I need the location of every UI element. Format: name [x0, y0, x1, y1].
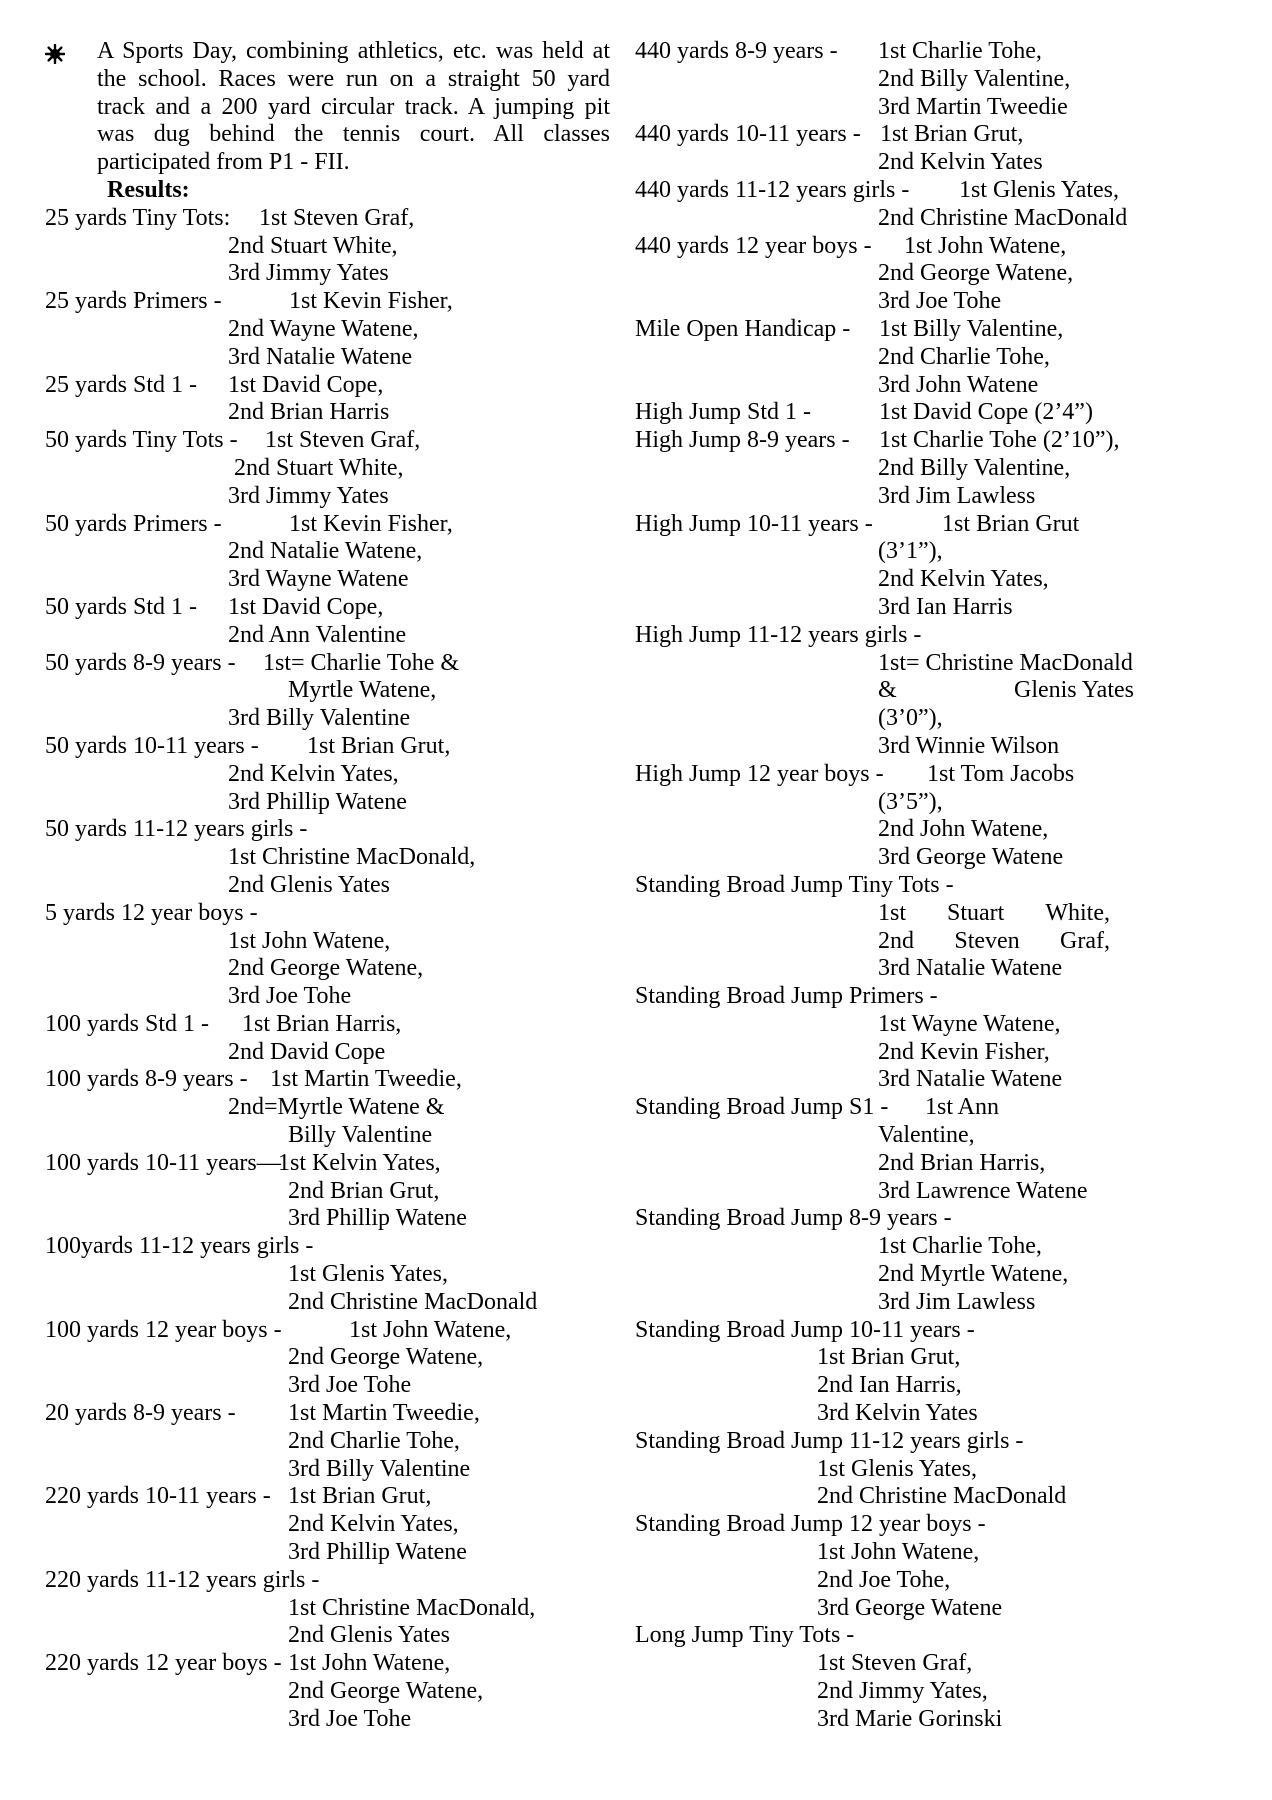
result-line: 3rd Natalie Watene	[228, 343, 413, 370]
result-line: 1st Brian Grut,	[817, 1344, 961, 1371]
event-label: 440 yards 10-11 years -	[635, 121, 861, 148]
event-label: High Jump 8-9 years -	[635, 427, 850, 454]
place-result: 1st Brian Grut,	[288, 1483, 432, 1510]
place-result: 1st Brian Grut	[942, 510, 1080, 537]
event-label: 25 yards Std 1 -	[45, 371, 197, 398]
word: &	[878, 677, 897, 704]
results-heading: Results:	[107, 176, 190, 203]
event-label: 220 yards 10-11 years -	[45, 1483, 271, 1510]
word: 2nd	[878, 927, 914, 954]
place-result: 1st John Watene,	[349, 1316, 512, 1343]
result-line: 2nd Billy Valentine,	[878, 454, 1071, 481]
event-label: 100 yards 12 year boys -	[45, 1316, 282, 1343]
result-line: 2nd Brian Harris,	[878, 1149, 1046, 1176]
result-line: 2nd Kelvin Yates,	[288, 1511, 459, 1538]
result-line-event	[635, 511, 1195, 539]
result-line-event	[635, 121, 1195, 149]
result-line-event	[45, 427, 610, 455]
event-label: 50 yards Std 1 -	[45, 593, 197, 620]
result-line: 2nd Christine MacDonald	[878, 204, 1128, 231]
result-line-event	[635, 177, 1195, 205]
result-line: 3rd Winnie Wilson	[878, 732, 1060, 759]
place-result: 1st Kelvin Yates,	[278, 1149, 441, 1176]
place-result: 1st Tom Jacobs	[927, 760, 1075, 787]
result-line: 2nd Brian Grut,	[288, 1177, 440, 1204]
result-line-event	[635, 761, 1195, 789]
result-line-event	[45, 650, 610, 678]
place-result: 1st David Cope (2’4”)	[879, 399, 1093, 426]
place-result: 1st David Cope,	[228, 371, 384, 398]
event-label: 50 yards Primers -	[45, 510, 222, 537]
word: Graf,	[1060, 927, 1110, 954]
result-line: 1st Wayne Watene,	[878, 1010, 1061, 1037]
event-line: Standing Broad Jump 8-9 years -	[635, 1205, 952, 1232]
result-line: 2nd Christine MacDonald	[288, 1288, 538, 1315]
place-result: 1st John Watene,	[288, 1650, 451, 1677]
result-line: 2nd Charlie Tohe,	[878, 343, 1050, 370]
result-line: 2nd=Myrtle Watene &	[228, 1094, 445, 1121]
result-line: 2nd Kelvin Yates,	[878, 566, 1049, 593]
event-label: 220 yards 12 year boys -	[45, 1650, 282, 1677]
result-line: 3rd Phillip Watene	[288, 1539, 467, 1566]
event-label: 25 yards Primers -	[45, 288, 222, 315]
result-line-event	[45, 372, 610, 400]
result-line: 2nd Brian Harris	[228, 399, 390, 426]
event-line: Standing Broad Jump 11-12 years girls -	[635, 1427, 1024, 1454]
result-line: 2nd Billy Valentine,	[878, 65, 1071, 92]
result-line: 3rd Natalie Watene	[878, 955, 1063, 982]
intro-paragraph	[45, 38, 610, 177]
place-result: 1st Glenis Yates,	[959, 176, 1120, 203]
event-label: 440 yards 11-12 years girls -	[635, 176, 910, 203]
result-line-justified	[635, 928, 1195, 956]
justified-text	[878, 900, 1110, 928]
result-line: 1st John Watene,	[817, 1539, 980, 1566]
event-line: Standing Broad Jump 12 year boys -	[635, 1511, 986, 1538]
place-result: 1st Kevin Fisher,	[289, 288, 453, 315]
result-line-event	[45, 1011, 610, 1039]
result-line: 3rd George Watene	[817, 1594, 1003, 1621]
event-label: Mile Open Handicap -	[635, 315, 851, 342]
place-result: 1st Martin Tweedie,	[288, 1400, 480, 1427]
event-line: 50 yards 11-12 years girls -	[45, 816, 308, 843]
place-result: 1st Brian Grut,	[307, 732, 451, 759]
event-label: 20 yards 8-9 years -	[45, 1400, 236, 1427]
result-line: 1st Christine MacDonald,	[288, 1594, 536, 1621]
result-line-event	[635, 399, 1195, 427]
result-line: 3rd Ian Harris	[878, 593, 1013, 620]
result-line: 2nd Kelvin Yates	[878, 149, 1043, 176]
event-label: 100 yards Std 1 -	[45, 1010, 209, 1037]
place-result: 1st Martin Tweedie,	[270, 1066, 462, 1093]
result-line: 2nd Christine MacDonald	[817, 1483, 1067, 1510]
result-line: 3rd Wayne Watene	[228, 566, 409, 593]
result-line: 3rd George Watene	[878, 844, 1064, 871]
result-line-justified	[635, 900, 1195, 928]
result-line: 3rd Natalie Watene	[878, 1066, 1063, 1093]
result-line: 1st Christine MacDonald,	[228, 844, 476, 871]
event-label: Standing Broad Jump S1 -	[635, 1094, 889, 1121]
result-line: 1st Charlie Tohe,	[878, 1233, 1042, 1260]
right-column	[635, 38, 1195, 1734]
result-line: 3rd Phillip Watene	[288, 1205, 467, 1232]
result-line: 1st= Christine MacDonald	[878, 649, 1133, 676]
result-line: 3rd Jim Lawless	[878, 482, 1036, 509]
result-line: 1st John Watene,	[228, 927, 391, 954]
word: White,	[1045, 899, 1110, 926]
result-line: 2nd Glenis Yates	[288, 1622, 451, 1649]
result-line: 3rd Jimmy Yates	[228, 260, 389, 287]
result-line: 3rd Kelvin Yates	[817, 1400, 978, 1427]
event-label: 440 yards 12 year boys -	[635, 232, 872, 259]
word: Stuart	[947, 899, 1005, 926]
event-label: High Jump Std 1 -	[635, 399, 812, 426]
result-line: 3rd Joe Tohe	[228, 983, 352, 1010]
result-line-event	[45, 1066, 610, 1094]
result-line-event	[635, 427, 1195, 455]
result-line: 2nd John Watene,	[878, 816, 1049, 843]
result-line-event	[635, 316, 1195, 344]
event-label: 50 yards 8-9 years -	[45, 649, 236, 676]
result-line: 2nd Glenis Yates	[228, 871, 391, 898]
event-line: High Jump 11-12 years girls -	[635, 621, 922, 648]
starburst-icon	[45, 44, 65, 64]
result-line: 2nd George Watene,	[288, 1678, 484, 1705]
place-result: 1st Steven Graf,	[259, 204, 415, 231]
result-line: Valentine,	[878, 1122, 975, 1149]
result-line: 2nd Ann Valentine	[228, 621, 407, 648]
result-line: 3rd John Watene	[878, 371, 1039, 398]
result-line: 3rd Joe Tohe	[288, 1372, 412, 1399]
result-line-event	[45, 733, 610, 761]
event-label: 50 yards Tiny Tots -	[45, 427, 238, 454]
result-line-event	[635, 1094, 1195, 1122]
result-line: 1st Glenis Yates,	[288, 1261, 449, 1288]
result-line-event	[45, 1400, 610, 1428]
event-label: 50 yards 10-11 years -	[45, 732, 259, 759]
result-line: 2nd Natalie Watene,	[228, 538, 423, 565]
result-line: 3rd Martin Tweedie	[878, 93, 1068, 120]
result-line-event	[45, 1483, 610, 1511]
result-line: 3rd Joe Tohe	[878, 288, 1002, 315]
word: Steven	[954, 927, 1020, 954]
result-line-justified	[635, 677, 1195, 705]
event-line: 5 yards 12 year boys -	[45, 899, 258, 926]
justified-text	[878, 928, 1110, 956]
result-line-event	[45, 511, 610, 539]
result-line: 2nd George Watene,	[228, 955, 424, 982]
event-line: Standing Broad Jump 10-11 years -	[635, 1316, 975, 1343]
place-result: 1st Brian Harris,	[242, 1010, 402, 1037]
place-result: 1st Charlie Tohe (2’10”),	[879, 427, 1120, 454]
result-line-event	[45, 205, 610, 233]
place-result: 1st Billy Valentine,	[879, 315, 1064, 342]
result-line: (3’0”),	[878, 705, 943, 732]
word: 1st	[878, 899, 907, 926]
event-label: 25 yards Tiny Tots:	[45, 204, 231, 231]
result-line: 2nd Ian Harris,	[817, 1372, 962, 1399]
result-line-event	[45, 1650, 610, 1678]
result-line: 2nd David Cope	[228, 1038, 386, 1065]
event-line: Long Jump Tiny Tots -	[635, 1622, 855, 1649]
result-line: 3rd Joe Tohe	[288, 1705, 412, 1732]
result-line: 2nd Stuart White,	[234, 454, 404, 481]
result-line: 1st Glenis Yates,	[817, 1455, 978, 1482]
place-result: 1st Kevin Fisher,	[289, 510, 453, 537]
result-line: 2nd George Watene,	[878, 260, 1074, 287]
place-result: 1st Steven Graf,	[265, 427, 421, 454]
event-line: Standing Broad Jump Tiny Tots -	[635, 871, 954, 898]
word: Glenis Yates	[1013, 677, 1134, 704]
result-line: (3’5”),	[878, 788, 943, 815]
place-result: 1st John Watene,	[904, 232, 1067, 259]
event-line: Standing Broad Jump Primers -	[635, 983, 938, 1010]
result-line: 2nd Myrtle Watene,	[878, 1261, 1069, 1288]
result-line-event	[45, 594, 610, 622]
result-line: 3rd Marie Gorinski	[817, 1705, 1003, 1732]
event-label: High Jump 10-11 years -	[635, 510, 873, 537]
event-line: 100yards 11-12 years girls -	[45, 1233, 314, 1260]
result-line: Myrtle Watene,	[288, 677, 437, 704]
result-line: Billy Valentine	[288, 1122, 433, 1149]
result-line: 3rd Jimmy Yates	[228, 482, 389, 509]
event-label: 100 yards 8-9 years -	[45, 1066, 248, 1093]
justified-text	[878, 677, 1134, 705]
place-result: 1st= Charlie Tohe &	[263, 649, 460, 676]
result-line: 2nd Joe Tohe,	[817, 1566, 951, 1593]
result-line: 2nd Stuart White,	[228, 232, 398, 259]
result-line: 3rd Jim Lawless	[878, 1288, 1036, 1315]
result-line: (3’1”),	[878, 538, 943, 565]
place-result: 1st David Cope,	[228, 593, 384, 620]
result-line: 3rd Billy Valentine	[228, 705, 411, 732]
result-line: 3rd Phillip Watene	[228, 788, 407, 815]
result-line: 2nd Kevin Fisher,	[878, 1038, 1050, 1065]
result-line-event	[635, 233, 1195, 261]
result-line-event	[635, 38, 1195, 66]
result-line: 2nd Wayne Watene,	[228, 315, 419, 342]
intro-text: A Sports Day, combining athletics, etc. was held at the school. Races were run on a straight 50 yard track and a 200 yard circular track. A jumping pit was dug behind the tennis court. All classes participated from P1 - FII.	[97, 38, 610, 176]
result-line: 2nd George Watene,	[288, 1344, 484, 1371]
event-label: 440 yards 8-9 years -	[635, 38, 838, 64]
result-line-event	[45, 288, 610, 316]
result-line: 2nd Charlie Tohe,	[288, 1427, 460, 1454]
place-result: 1st Ann	[925, 1094, 1000, 1121]
result-line: 3rd Lawrence Watene	[878, 1177, 1088, 1204]
result-line: 2nd Jimmy Yates,	[817, 1678, 988, 1705]
event-label: 100 yards 10-11 years—	[45, 1149, 281, 1176]
event-label: High Jump 12 year boys -	[635, 760, 884, 787]
result-line-event	[45, 1317, 610, 1345]
place-result: 1st Brian Grut,	[880, 121, 1024, 148]
place-result: 1st Charlie Tohe,	[878, 38, 1042, 64]
result-line: 1st Steven Graf,	[817, 1650, 973, 1677]
event-line: 220 yards 11-12 years girls -	[45, 1566, 320, 1593]
left-column	[45, 38, 610, 1734]
result-line: 3rd Billy Valentine	[288, 1455, 471, 1482]
result-line: 2nd Kelvin Yates,	[228, 760, 399, 787]
result-line-event	[45, 1150, 610, 1178]
